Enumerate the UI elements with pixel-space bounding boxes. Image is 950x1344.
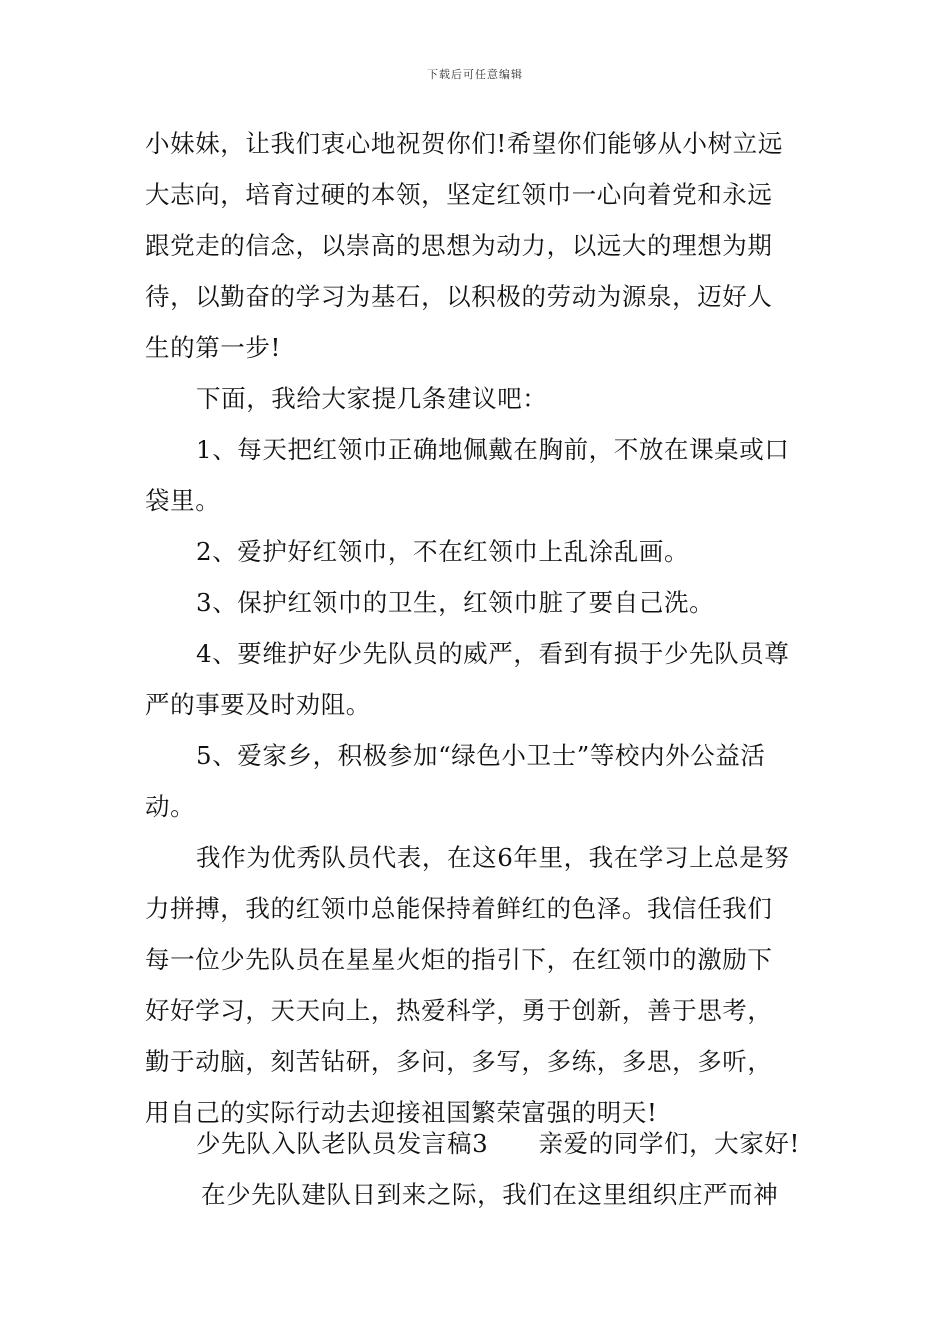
text-line: 我作为优秀队员代表，在这6年里，我在学习上总是努 <box>196 843 790 872</box>
text-line: 用自己的实际行动去迎接祖国繁荣富强的明天! <box>145 1098 658 1127</box>
text-line: 小妹妹，让我们衷心地祝贺你们!希望你们能够从小树立远 <box>145 129 783 158</box>
text-line: 勤于动脑，刻苦钻研，多问，多写，多练，多思，多听， <box>145 1047 773 1076</box>
text-line: 力拼搏，我的红领巾总能保持着鲜红的色泽。我信任我们 <box>145 894 773 923</box>
text-line: 少先队入队老队员发言稿3 亲爱的同学们，大家好! <box>196 1129 800 1158</box>
text-line: 待，以勤奋的学习为基石，以积极的劳动为源泉，迈好人 <box>145 282 773 311</box>
text-line: 好好学习，天天向上，热爱科学，勇于创新，善于思考， <box>145 996 773 1025</box>
text-line: 生的第一步! <box>145 333 281 362</box>
text-line: 大志向，培育过硬的本领，坚定红领巾一心向着党和永远 <box>145 180 773 209</box>
text-line: 5、爱家乡，积极参加“绿色小卫士”等校内外公益活 <box>196 741 766 770</box>
text-line: 3、保护红领巾的卫生，红领巾脏了要自己洗。 <box>196 588 715 617</box>
text-line: 每一位少先队员在星星火炬的指引下，在红领巾的激励下 <box>145 945 773 974</box>
page-header-note: 下载后可任意编辑 <box>427 68 523 81</box>
text-line: 跟党走的信念，以崇高的思想为动力，以远大的理想为期 <box>145 231 773 260</box>
text-line: 2、爱护好红领巾，不在红领巾上乱涂乱画。 <box>196 537 690 566</box>
text-line: 1、每天把红领巾正确地佩戴在胸前，不放在课桌或口 <box>196 435 790 464</box>
text-line: 动。 <box>145 792 196 821</box>
text-line: 在少先队建队日到来之际，我们在这里组织庄严而神 <box>201 1180 779 1209</box>
text-line: 袋里。 <box>145 486 221 515</box>
text-line: 严的事要及时劝阻。 <box>145 690 371 719</box>
text-line: 下面，我给大家提几条建议吧： <box>196 384 548 413</box>
text-line: 4、要维护好少先队员的威严，看到有损于少先队员尊 <box>196 639 790 668</box>
